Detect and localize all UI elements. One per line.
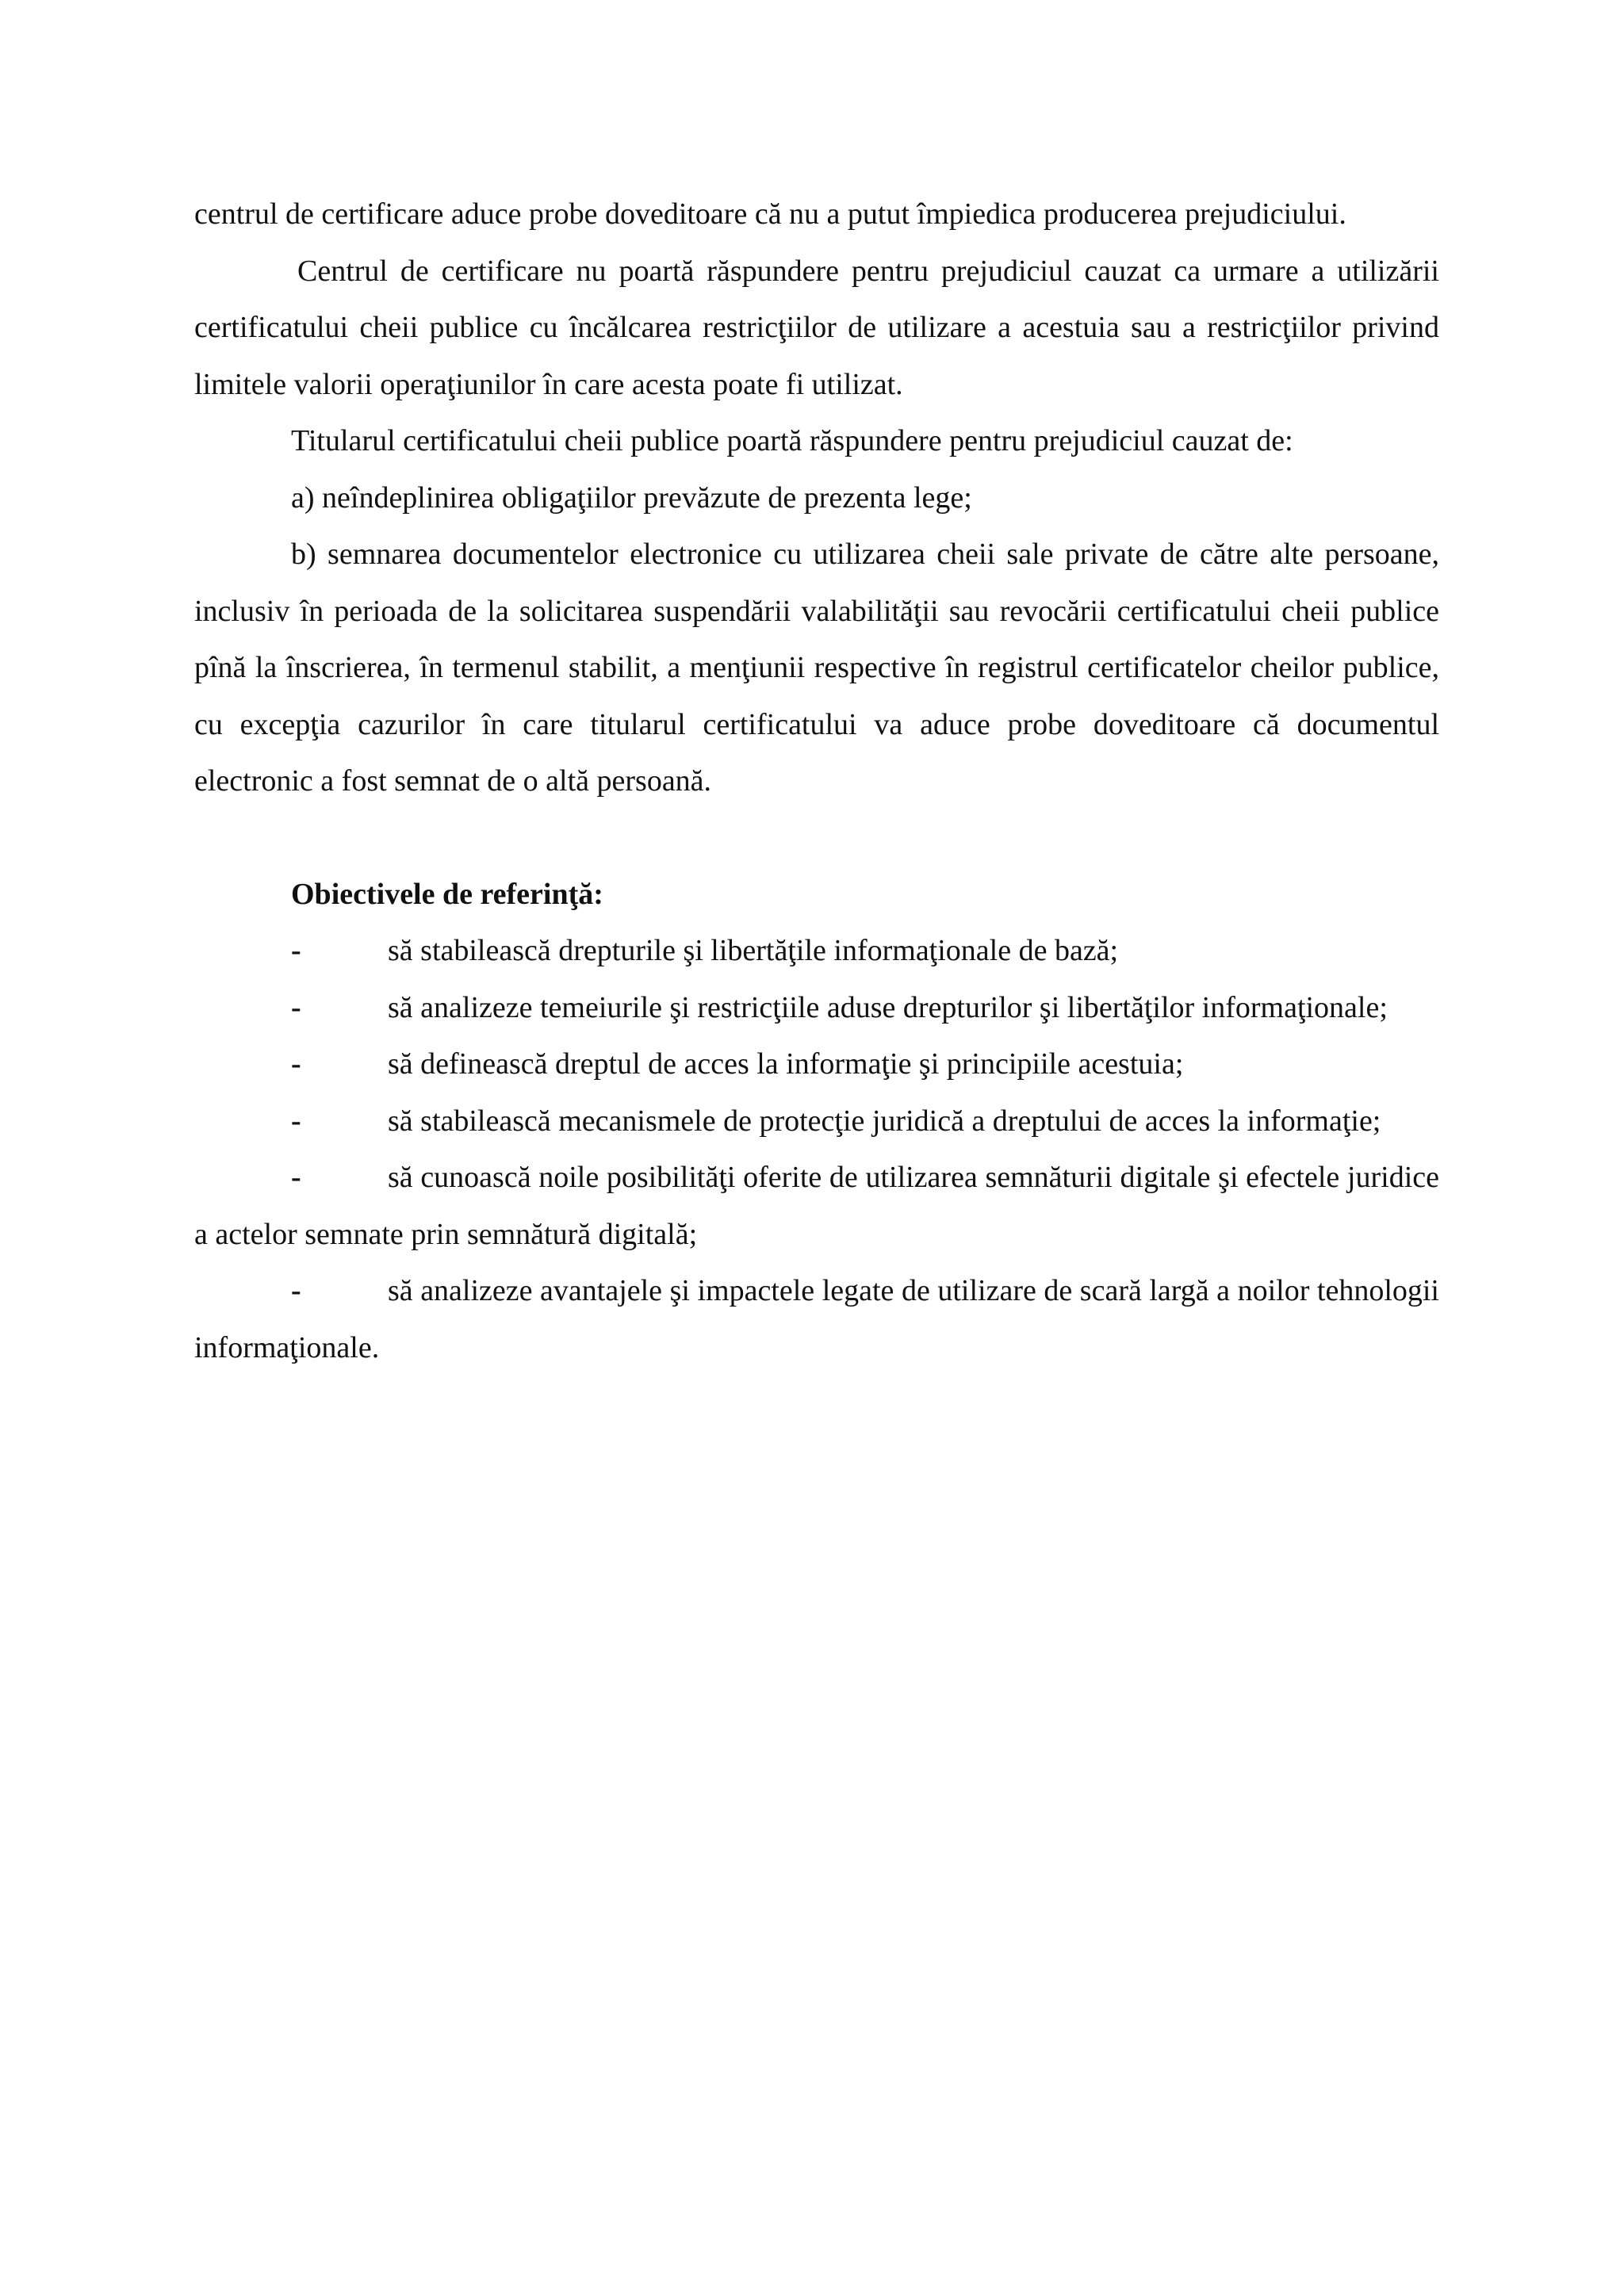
objective-item	[194, 1263, 1439, 1376]
document-body	[194, 186, 1439, 1376]
objectives-list	[194, 923, 1439, 1376]
paragraph-continuation: centrul de certificare aduce probe doveditoare că nu a putut împiedica producerea prejudiciului.	[194, 197, 1346, 231]
objective-item	[194, 923, 1439, 980]
paragraph-holder-liability: Titularul certificatului cheii publice poartă răspundere pentru prejudiciul cauzat de:	[291, 424, 1293, 457]
bullet-dash: -	[291, 990, 301, 1024]
objectives-heading: Obiectivele de referinţă:	[291, 877, 603, 911]
objective-text: să analizeze avantajele şi impactele legate de utilizare de scară largă a noilor tehnologii informaţionale.	[194, 1274, 1439, 1364]
bullet-dash: -	[291, 1274, 301, 1307]
bullet-dash: -	[291, 1161, 301, 1194]
objective-item	[194, 1093, 1439, 1150]
objective-item	[194, 1036, 1439, 1093]
objective-text: să analizeze temeiurile şi restricţiile aduse drepturilor şi libertăţilor informaţionale;	[388, 990, 1388, 1024]
objective-text: să cunoască noile posibilităţi oferite de utilizarea semnăturii digitale şi efectele juridice a actelor semnate prin semnătură digitală;	[194, 1161, 1439, 1251]
section-spacer	[194, 810, 1439, 867]
paragraph-item-b: b) semnarea documentelor electronice cu utilizarea cheii sale private de către alte persoane, inclusiv în perioada de la solicitarea suspendării valabilităţii sau revocării certificatului cheii publice pînă la înscrierea, în termenul stabilit, a menţiunii respective în registrul certificatelor cheilor publice, cu excepţia cazurilor în care titularul certificatului va aduce probe doveditoare că documentul electronic a fost semnat de o altă persoană.	[194, 538, 1439, 798]
objective-text: să definească dreptul de acces la informaţie şi principiile acestuia;	[388, 1047, 1184, 1081]
objective-text: să stabilească drepturile şi libertăţile informaţionale de bază;	[388, 934, 1119, 967]
paragraph-item-a: a) neîndeplinirea obligaţiilor prevăzute de prezenta lege;	[291, 480, 972, 515]
objective-item	[194, 980, 1439, 1037]
bullet-dash: -	[291, 934, 301, 967]
paragraph-certification-liability: Centrul de certificare nu poartă răspundere pentru prejudiciul cauzat ca urmare a utilizării certificatului cheii publice cu încălcarea restricţiilor de utilizare a acestuia sau a restricţiilor privind limitele valorii operaţiunilor în care acesta poate fi utilizat.	[194, 254, 1439, 401]
objective-item	[194, 1150, 1439, 1263]
bullet-dash: -	[291, 1104, 301, 1138]
objective-text: să stabilească mecanismele de protecţie juridică a dreptului de acces la informaţie;	[388, 1104, 1381, 1138]
bullet-dash: -	[291, 1047, 301, 1081]
